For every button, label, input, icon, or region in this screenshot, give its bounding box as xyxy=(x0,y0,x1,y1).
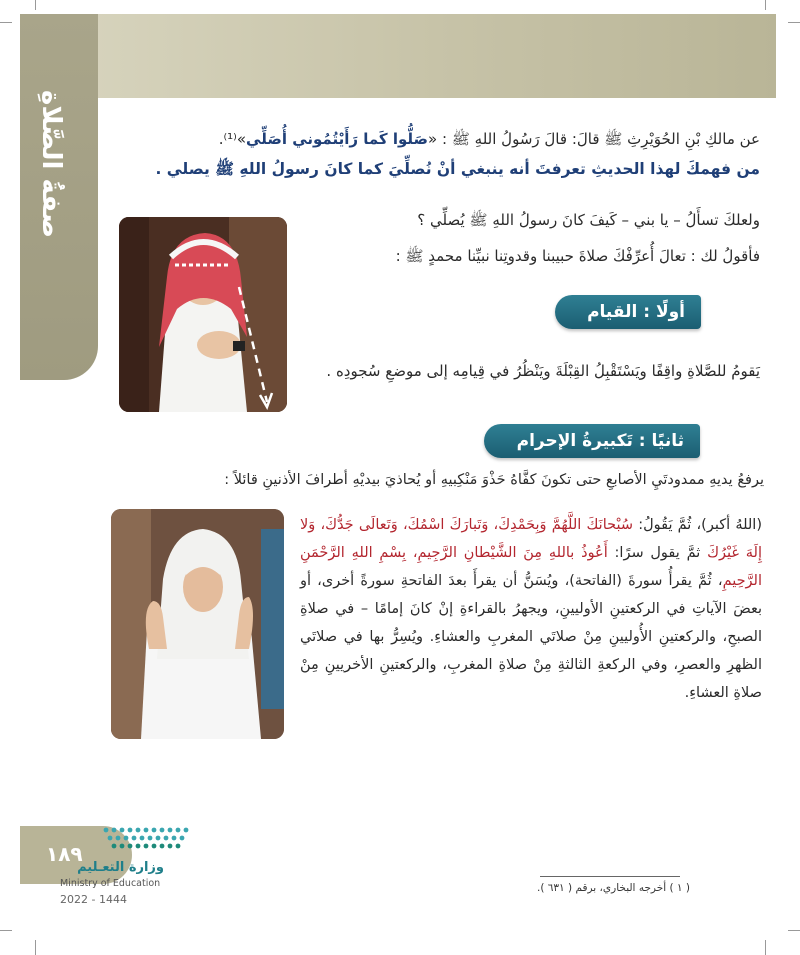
intro-text: عن مالكِ بْنِ الحُوَيْرِثِ ﷺ قالَ: قالَ رَسُولُ اللهِ ﷺ : « xyxy=(428,130,760,148)
hadith-quote: صَلُّوا كَما رَأَيْتُمُوني أُصَلِّي xyxy=(246,130,429,148)
connector-text: ثمَّ يقول سرًا: xyxy=(607,545,708,561)
intro-line-2: من فهمكَ لهذا الحديثِ تعرفتَ أنه ينبغي أنْ نُصلِّيَ كما كانَ رسولُ اللهِ ﷺ يصلي . xyxy=(155,160,760,178)
ministry-name-ar: وزارة التعـليم xyxy=(77,860,164,875)
header-band xyxy=(20,14,776,98)
ministry-name-en: Ministry of Education xyxy=(60,878,161,889)
section-heading-label: أولًا : القيام xyxy=(587,302,685,322)
section2-lead: يرفعُ يديهِ ممدودتَيِ الأصابعِ حتى تكونَ كفَّاهُ حَذْوَ مَنْكِبيهِ أو يُحاذيَ بيديْهِ أطرافَ الأذنينِ قائلاً : xyxy=(224,472,764,488)
istiadha-basmala: أَعُوذُ باللهِ مِنَ الشَّيْطانِ الرَّجِيمِ، بِسْمِ اللهِ الرَّحْمَنِ الرَّحِيمِ xyxy=(300,545,762,589)
section-heading-takbir xyxy=(484,424,700,458)
intro-line-1 xyxy=(219,128,760,150)
edition-year: 2022 - 1444 xyxy=(60,893,127,906)
footnote-ref: »⁽¹⁾. xyxy=(218,130,247,148)
chapter-title: صفةُ الصَّلاةِ xyxy=(36,90,66,239)
crop-mark xyxy=(35,0,36,10)
page-number: ١٨٩ xyxy=(46,842,83,866)
crop-mark xyxy=(765,940,766,955)
footnote-divider xyxy=(540,876,680,877)
section-heading-qiyam xyxy=(555,295,701,329)
crop-mark xyxy=(0,930,12,931)
takbir-text: (اللهُ أكبر)، ثُمَّ يَقُولُ: xyxy=(633,517,762,533)
opening-dua: سُبْحانَكَ اللَّهُمَّ وَبِحَمْدِكَ، وَتَبارَكَ اسْمُكَ، وَتَعالَى جَدُّكَ، وَلا إِلَهَ غَيْرُكَ xyxy=(300,517,763,561)
standing-boy-illustration xyxy=(119,217,287,412)
takbir-photo xyxy=(111,509,284,739)
crop-mark xyxy=(788,930,800,931)
intro-line-4: فأقولُ لك : تعالَ أُعرِّفْكَ صلاةَ حبيبنا وقدوتِنا نبيِّنا محمدٍ ﷺ : xyxy=(395,247,760,265)
crop-mark xyxy=(765,0,766,10)
section-heading-label: ثانيًا : تَكبيرةُ الإحرام xyxy=(516,431,684,451)
takbir-girl-illustration xyxy=(111,509,284,739)
section1-text: يَقومُ للصَّلاةِ واقِفًا ويَسْتَقْبِلُ القِبْلَةَ ويَنْظُرُ في قِيامِه إلى موضعِ سُجودِه . xyxy=(326,362,760,380)
crop-mark xyxy=(788,22,800,23)
crop-mark xyxy=(35,940,36,955)
crop-mark xyxy=(0,22,12,23)
section2-paragraph xyxy=(300,511,762,707)
standing-photo xyxy=(119,217,287,412)
footnote: ( ١ ) أخرجه البخاري، برقم ( ٦٣١ ). xyxy=(537,882,690,894)
ministry-logo-icon xyxy=(96,824,192,856)
intro-line-3: ولعلكَ تسأَلُ – يا بني – كَيفَ كانَ رسولُ اللهِ ﷺ يُصلِّي ؟ xyxy=(417,211,760,229)
recitation-text: ، ثُمَّ يقرأُ سورةَ (الفاتحة)، ويُسَنُّ أن يقرأَ بعدَ الفاتحةِ سورةً أخرى، أو بعضَ الآياتِ في الركعتينِ الأوليينِ، ويجهرُ بالقراءةِ إنْ كانَ إمامًا – في صلاةِ الصبحِ، والركعتينِ الأُوليينِ مِنْ صلاتَي المغربِ والعشاءِ. ويُسِرُّ بها في صلاتَي الظهرِ والعصرِ، وفي الركعةِ الثالثةِ مِنْ صلاةِ المغربِ، والركعتينِ الأخريينِ مِنْ صلاةِ العشاءِ. xyxy=(300,573,762,701)
